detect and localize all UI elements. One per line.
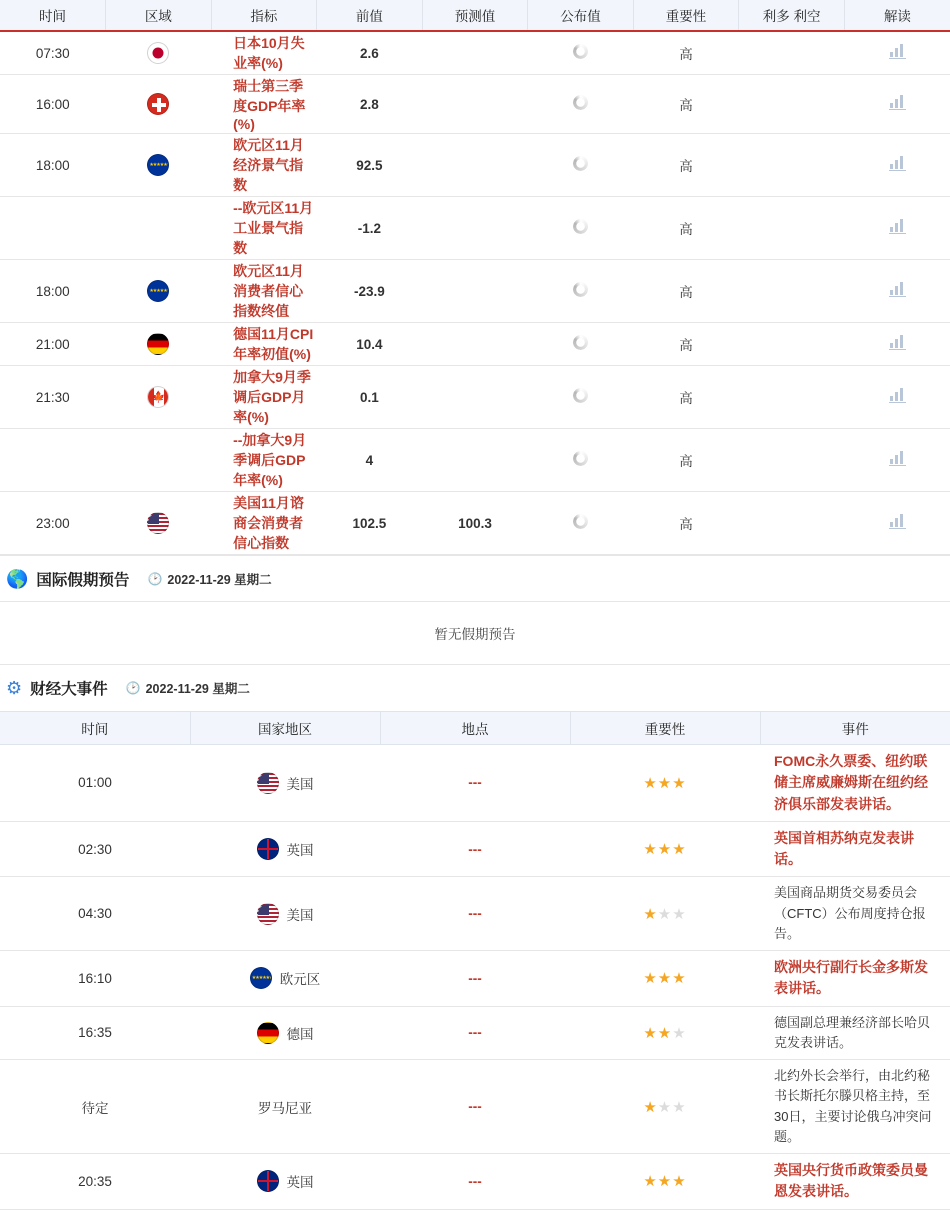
cell-published bbox=[528, 429, 634, 492]
cell-event-importance bbox=[570, 745, 760, 822]
table-row[interactable] bbox=[0, 1006, 950, 1060]
chart-icon[interactable] bbox=[889, 156, 906, 171]
table-row[interactable] bbox=[0, 366, 950, 429]
cell-country: 美国 bbox=[190, 877, 380, 951]
table-row[interactable] bbox=[0, 31, 950, 75]
cell-country: 英国 bbox=[190, 1154, 380, 1210]
cell-country: 英国 bbox=[190, 821, 380, 877]
cell-event[interactable]: 德国副总理兼经济部长哈贝克发表讲话。 bbox=[760, 1006, 950, 1060]
economic-calendar-table bbox=[0, 0, 950, 555]
cell-published bbox=[528, 197, 634, 260]
cell-region bbox=[106, 366, 212, 429]
chart-icon[interactable] bbox=[889, 335, 906, 350]
cell-published bbox=[528, 31, 634, 75]
cell-time: 21:00 bbox=[0, 323, 106, 366]
cell-place: --- bbox=[380, 951, 570, 1007]
cell-time: 07:30 bbox=[0, 31, 106, 75]
cell-read[interactable] bbox=[844, 197, 950, 260]
cell-bull-bear bbox=[739, 492, 845, 555]
holiday-section-header bbox=[0, 555, 950, 601]
cell-forecast bbox=[422, 31, 528, 75]
cell-importance: 高 bbox=[633, 134, 739, 197]
cell-event[interactable]: 北约外长会举行，由北约秘书长斯托尔滕贝格主持，至30日，主要讨论俄乌冲突问题。 bbox=[760, 1060, 950, 1154]
cell-bull-bear bbox=[739, 134, 845, 197]
cell-region bbox=[106, 260, 212, 323]
col-event-importance: 重要性 bbox=[570, 712, 760, 745]
table-row[interactable] bbox=[0, 821, 950, 877]
importance-stars: ★★★ bbox=[643, 1173, 687, 1191]
cell-place: --- bbox=[380, 1006, 570, 1060]
col-previous: 前值 bbox=[317, 0, 423, 31]
holiday-empty-state bbox=[0, 601, 950, 665]
cell-place: --- bbox=[380, 1060, 570, 1154]
cell-previous: 4 bbox=[317, 429, 423, 492]
cell-forecast bbox=[422, 197, 528, 260]
cell-previous: 92.5 bbox=[317, 134, 423, 197]
cell-forecast bbox=[422, 260, 528, 323]
cell-region bbox=[106, 197, 212, 260]
col-indicator: 指标 bbox=[211, 0, 317, 31]
col-event: 事件 bbox=[760, 712, 950, 745]
cell-forecast bbox=[422, 75, 528, 134]
cell-event-time: 01:00 bbox=[0, 745, 190, 822]
clock-icon: 🕑 bbox=[147, 571, 163, 586]
events-date: 2022-11-29 星期二 bbox=[145, 682, 250, 696]
cell-event-importance bbox=[570, 1154, 760, 1210]
cell-indicator[interactable]: 美国11月谘商会消费者信心指数 bbox=[211, 492, 317, 555]
cell-indicator[interactable]: --欧元区11月工业景气指数 bbox=[211, 197, 317, 260]
cell-published bbox=[528, 75, 634, 134]
col-place: 地点 bbox=[380, 712, 570, 745]
cell-region bbox=[106, 492, 212, 555]
col-bull-bear: 利多 利空 bbox=[739, 0, 845, 31]
cell-region bbox=[106, 134, 212, 197]
cell-indicator[interactable]: 瑞士第三季度GDP年率(%) bbox=[211, 75, 317, 134]
cell-previous: 2.8 bbox=[317, 75, 423, 134]
cell-read[interactable] bbox=[844, 492, 950, 555]
cell-place: --- bbox=[380, 1154, 570, 1210]
cell-bull-bear bbox=[739, 323, 845, 366]
calendar-body bbox=[0, 31, 950, 555]
cell-event-time: 待定 bbox=[0, 1060, 190, 1154]
col-region: 区域 bbox=[106, 0, 212, 31]
flag-eurozone-icon bbox=[147, 154, 169, 176]
cell-published bbox=[528, 366, 634, 429]
cell-event-time: 16:35 bbox=[0, 1006, 190, 1060]
cell-forecast bbox=[422, 323, 528, 366]
table-row[interactable] bbox=[0, 134, 950, 197]
cell-event-importance bbox=[570, 1006, 760, 1060]
calendar-header bbox=[0, 0, 950, 31]
cell-published bbox=[528, 260, 634, 323]
cell-event-time: 04:30 bbox=[0, 877, 190, 951]
cell-importance: 高 bbox=[633, 323, 739, 366]
cell-event[interactable]: 欧洲央行副行长金多斯发表讲话。 bbox=[760, 951, 950, 1007]
cell-previous: 2.6 bbox=[317, 31, 423, 75]
events-title: 财经大事件 bbox=[30, 681, 108, 698]
flag-usa-icon bbox=[147, 512, 169, 534]
cell-event[interactable]: FOMC永久票委、纽约联储主席威廉姆斯在纽约经济俱乐部发表讲话。 bbox=[760, 745, 950, 822]
cell-indicator[interactable]: 德国11月CPI年率初值(%) bbox=[211, 323, 317, 366]
cell-event-time: 20:35 bbox=[0, 1154, 190, 1210]
col-published: 公布值 bbox=[528, 0, 634, 31]
cell-region bbox=[106, 323, 212, 366]
cell-event[interactable]: 美国商品期货交易委员会（CFTC）公布周度持仓报告。 bbox=[760, 877, 950, 951]
cell-read[interactable] bbox=[844, 323, 950, 366]
cell-indicator[interactable]: --加拿大9月季调后GDP年率(%) bbox=[211, 429, 317, 492]
holiday-empty-text: 暂无假期预告 bbox=[434, 627, 516, 642]
chart-icon[interactable] bbox=[889, 44, 906, 59]
cell-previous: 102.5 bbox=[317, 492, 423, 555]
importance-stars: ★★★ bbox=[643, 970, 687, 988]
sliders-icon: ⚙ bbox=[6, 678, 23, 698]
events-body bbox=[0, 745, 950, 1210]
cell-indicator[interactable]: 加拿大9月季调后GDP月率(%) bbox=[211, 366, 317, 429]
cell-country: ★★★★★★ 欧元区 bbox=[190, 951, 380, 1007]
table-row[interactable] bbox=[0, 429, 950, 492]
cell-event-time: 02:30 bbox=[0, 821, 190, 877]
cell-event-importance bbox=[570, 1060, 760, 1154]
events-header bbox=[0, 712, 950, 745]
cell-previous: -1.2 bbox=[317, 197, 423, 260]
cell-read[interactable] bbox=[844, 260, 950, 323]
globe-icon: 🌎 bbox=[6, 568, 29, 589]
cell-previous: 0.1 bbox=[317, 366, 423, 429]
flag-germany-icon bbox=[257, 1022, 279, 1044]
importance-stars: ★★★ bbox=[643, 1024, 687, 1042]
cell-read[interactable] bbox=[844, 429, 950, 492]
cell-importance: 高 bbox=[633, 492, 739, 555]
cell-time bbox=[0, 429, 106, 492]
importance-stars: ★★★ bbox=[643, 774, 687, 792]
flag-uk-icon bbox=[257, 1170, 279, 1192]
table-row[interactable] bbox=[0, 75, 950, 134]
flag-usa-icon bbox=[257, 772, 279, 794]
col-time: 时间 bbox=[0, 0, 106, 31]
loading-spinner-icon bbox=[573, 219, 588, 234]
chart-icon[interactable] bbox=[889, 514, 906, 529]
table-row[interactable] bbox=[0, 1060, 950, 1154]
events-table bbox=[0, 711, 950, 1210]
cell-event-importance bbox=[570, 821, 760, 877]
cell-region bbox=[106, 429, 212, 492]
table-row[interactable] bbox=[0, 492, 950, 555]
cell-published bbox=[528, 323, 634, 366]
cell-bull-bear bbox=[739, 429, 845, 492]
importance-stars: ★★★ bbox=[643, 905, 687, 923]
events-section-header bbox=[0, 665, 950, 711]
loading-spinner-icon bbox=[573, 335, 588, 350]
holiday-title: 国际假期预告 bbox=[36, 571, 130, 589]
table-row[interactable] bbox=[0, 745, 950, 822]
table-row[interactable] bbox=[0, 260, 950, 323]
cell-bull-bear bbox=[739, 366, 845, 429]
col-importance: 重要性 bbox=[633, 0, 739, 31]
cell-event-importance bbox=[570, 877, 760, 951]
holiday-date: 2022-11-29 星期二 bbox=[167, 572, 272, 587]
cell-place: --- bbox=[380, 877, 570, 951]
cell-region bbox=[106, 75, 212, 134]
cell-importance: 高 bbox=[633, 75, 739, 134]
cell-time: 18:00 bbox=[0, 134, 106, 197]
flag-uk-icon bbox=[257, 838, 279, 860]
cell-previous: -23.9 bbox=[317, 260, 423, 323]
cell-time: 18:00 bbox=[0, 260, 106, 323]
cell-forecast bbox=[422, 366, 528, 429]
col-forecast: 预测值 bbox=[422, 0, 528, 31]
cell-bull-bear bbox=[739, 260, 845, 323]
cell-published bbox=[528, 492, 634, 555]
flag-eurozone-icon bbox=[250, 967, 272, 989]
flag-eurozone-icon bbox=[147, 280, 169, 302]
flag-usa-icon bbox=[257, 903, 279, 925]
loading-spinner-icon bbox=[573, 95, 588, 110]
chart-icon[interactable] bbox=[889, 451, 906, 466]
chart-icon[interactable] bbox=[889, 282, 906, 297]
chart-icon[interactable] bbox=[889, 95, 906, 110]
cell-time bbox=[0, 197, 106, 260]
cell-published bbox=[528, 134, 634, 197]
cell-forecast bbox=[422, 134, 528, 197]
cell-country: 美国 bbox=[190, 745, 380, 822]
loading-spinner-icon bbox=[573, 451, 588, 466]
flag-canada-icon bbox=[147, 386, 169, 408]
cell-previous: 10.4 bbox=[317, 323, 423, 366]
chart-icon[interactable] bbox=[889, 219, 906, 234]
cell-place: --- bbox=[380, 745, 570, 822]
cell-importance: 高 bbox=[633, 366, 739, 429]
cell-time: 23:00 bbox=[0, 492, 106, 555]
chart-icon[interactable] bbox=[889, 388, 906, 403]
loading-spinner-icon bbox=[573, 44, 588, 59]
cell-read[interactable] bbox=[844, 134, 950, 197]
cell-indicator[interactable]: 欧元区11月消费者信心指数终值 bbox=[211, 260, 317, 323]
cell-importance: 高 bbox=[633, 260, 739, 323]
cell-time: 21:30 bbox=[0, 366, 106, 429]
flag-switzerland-icon bbox=[147, 93, 169, 115]
col-country: 国家地区 bbox=[190, 712, 380, 745]
loading-spinner-icon bbox=[573, 388, 588, 403]
table-row[interactable] bbox=[0, 197, 950, 260]
cell-event[interactable]: 英国首相苏纳克发表讲话。 bbox=[760, 821, 950, 877]
importance-stars: ★★★ bbox=[643, 1098, 687, 1116]
loading-spinner-icon bbox=[573, 156, 588, 171]
cell-indicator[interactable]: 欧元区11月经济景气指数 bbox=[211, 134, 317, 197]
cell-bull-bear bbox=[739, 31, 845, 75]
cell-importance: 高 bbox=[633, 197, 739, 260]
cell-country: 罗马尼亚 bbox=[190, 1060, 380, 1154]
loading-spinner-icon bbox=[573, 514, 588, 529]
cell-indicator[interactable]: 日本10月失业率(%) bbox=[211, 31, 317, 75]
cell-country: 德国 bbox=[190, 1006, 380, 1060]
cell-region bbox=[106, 31, 212, 75]
cell-event-importance bbox=[570, 951, 760, 1007]
table-row[interactable] bbox=[0, 877, 950, 951]
cell-place: --- bbox=[380, 821, 570, 877]
cell-time: 16:00 bbox=[0, 75, 106, 134]
col-read: 解读 bbox=[844, 0, 950, 31]
cell-bull-bear bbox=[739, 75, 845, 134]
table-row[interactable] bbox=[0, 323, 950, 366]
importance-stars: ★★★ bbox=[643, 841, 687, 858]
clock-icon: 🕑 bbox=[125, 681, 141, 695]
cell-forecast: 100.3 bbox=[422, 492, 528, 555]
cell-read[interactable] bbox=[844, 366, 950, 429]
cell-read[interactable] bbox=[844, 31, 950, 75]
cell-read[interactable] bbox=[844, 75, 950, 134]
loading-spinner-icon bbox=[573, 282, 588, 297]
cell-event-time: 16:10 bbox=[0, 951, 190, 1007]
cell-forecast bbox=[422, 429, 528, 492]
cell-event[interactable]: 英国央行货币政策委员曼恩发表讲话。 bbox=[760, 1154, 950, 1210]
cell-bull-bear bbox=[739, 197, 845, 260]
col-event-time: 时间 bbox=[0, 712, 190, 745]
table-row[interactable] bbox=[0, 951, 950, 1007]
cell-importance: 高 bbox=[633, 429, 739, 492]
table-row[interactable] bbox=[0, 1154, 950, 1210]
flag-germany-icon bbox=[147, 333, 169, 355]
flag-japan-icon bbox=[147, 42, 169, 64]
cell-importance: 高 bbox=[633, 31, 739, 75]
